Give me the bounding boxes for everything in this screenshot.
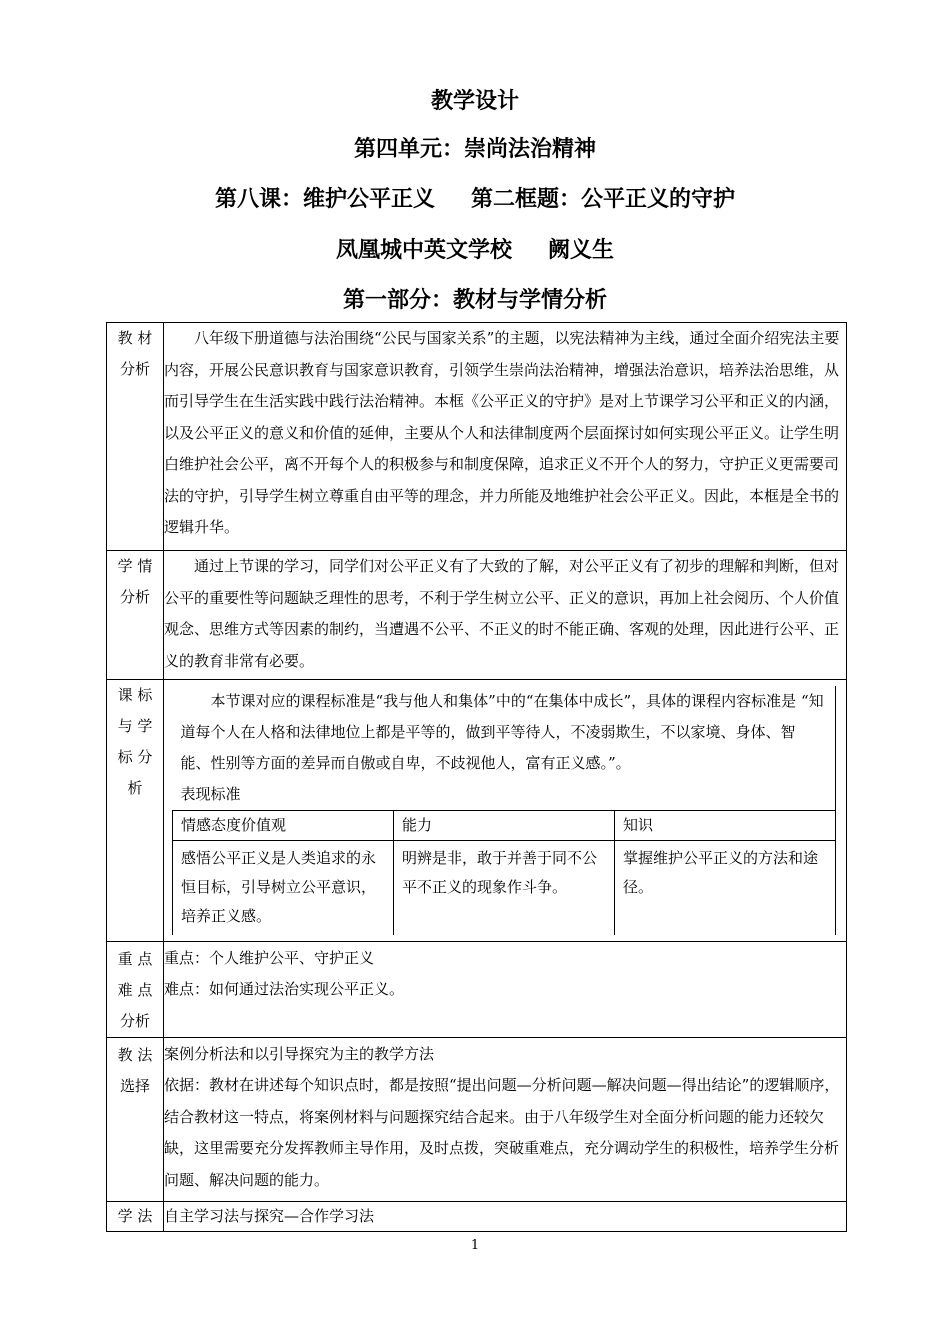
table-row [107,680,847,942]
analysis-table [106,322,847,1232]
table-row [107,323,847,551]
standards-analysis [164,680,847,942]
topic-name: 第二框题：公平正义的守护 [471,187,736,212]
method-basis: 依据：教材在讲述每个知识点时，都是按照“提出问题—分析问题—解决问题—得出结论”的逻辑顺序，结合教材这一特点，将案例材料与问题探究结合起来。由于八年级学生对全面分析问题的能力还较欠缺，这里需要充分发挥教师主导作用，及时点拨，突破重难点，充分调动学生的积极性，培养学生分析问题、解决问题的能力。 [164,1076,840,1189]
author-line [0,233,950,264]
student-analysis: 通过上节课的学习，同学们对公平正义有了大致的了解，对公平正义有了初步的理解和判断，但对公平的重要性等问题缺乏理性的思考，不利于学生树立公平、正义的意识，再加上社会阅历、个人价值观念、思维方式等因素的制约，当遭遇不公平、不正义的时不能正确、客观的处理，因此进行公平、正义的教育非常有必要。 [164,551,847,680]
keypoints-analysis [164,941,847,1037]
performance-label: 表现标准 [180,785,241,803]
table-row [107,1201,847,1231]
row-label-study: 学 法 [107,1201,164,1231]
page-number: 1 [470,1238,480,1253]
standards-table [172,686,836,935]
textbook-analysis: 八年级下册道德与法治围绕“公民与国家关系”的主题，以宪法精神为主线，通过全面介绍宪法主要内容，开展公民意识教育与国家意识教育，引领学生崇尚法治精神，增强法治意识，培养法治思维，从而引导学生在生活实践中践行法治精神。本框《公平正义的守护》是对上节课学习公平和正义的内涵，以及公平正义的意义和价值的延伸，主要从个人和法律制度两个层面探讨如何实现公平正义。让学生明白维护社会公平，离不开每个人的积极参与和制度保障，追求正义不开个人的努力，守护正义更需要司法的守护，引导学生树立尊重自由平等的理念，并力所能及地维护社会公平正义。因此，本框是全书的逻辑升华。 [164,323,847,551]
row-label-standards: 课 标 与 学 标 分 析 [107,680,164,942]
row-label-students: 学 情 分析 [107,551,164,680]
table-row [107,551,847,680]
lesson-title [0,182,950,213]
lesson-name: 第八课：维护公平正义 [214,187,435,212]
method-summary: 案例分析法和以引导探究为主的教学方法 [164,1044,435,1063]
difficult-point: 难点：如何通过法治实现公平正义。 [164,980,405,998]
table-row [107,1037,847,1201]
unit-title: 第四单元：崇尚法治精神 [353,137,596,162]
key-point: 重点：个人维护公平、守护正义 [164,948,375,967]
cell-knowledge: 掌握维护公平正义的方法和途径。 [615,841,836,935]
cell-values: 感悟公平正义是人类追求的永恒目标，引导树立公平意识，培养正义感。 [173,841,394,935]
school-name: 凤凰城中英文学校 [335,238,512,263]
cell-ability: 明辨是非，敢于并善于同不公平不正义的现象作斗争。 [394,841,615,935]
header-knowledge: 知识 [615,811,836,841]
header-values: 情感态度价值观 [173,811,394,841]
row-label-keypoints: 重 点 难 点 分析 [107,941,164,1037]
part-title: 第一部分：教材与学情分析 [342,288,607,313]
doc-title: 教学设计 [430,89,519,114]
row-label-method: 教 法 选择 [107,1037,164,1201]
standards-intro: 本节课对应的课程标准是“我与他人和集体”中的“在集体中成长”，具体的课程内容标准是 “知道每个人在人格和法律地位上都是平等的，做到平等待人，不凌弱欺生，不以家境、身体、智能、性别等方面的差异而自傲或自卑，不歧视他人，富有正义感。”。 [180,692,824,772]
study-method: 自主学习法与探究—合作学习法 [164,1201,847,1231]
method-selection [164,1037,847,1201]
teacher-name: 阙义生 [548,238,615,263]
header-ability: 能力 [394,811,615,841]
table-row [107,941,847,1037]
row-label-textbook: 教 材 分析 [107,323,164,551]
